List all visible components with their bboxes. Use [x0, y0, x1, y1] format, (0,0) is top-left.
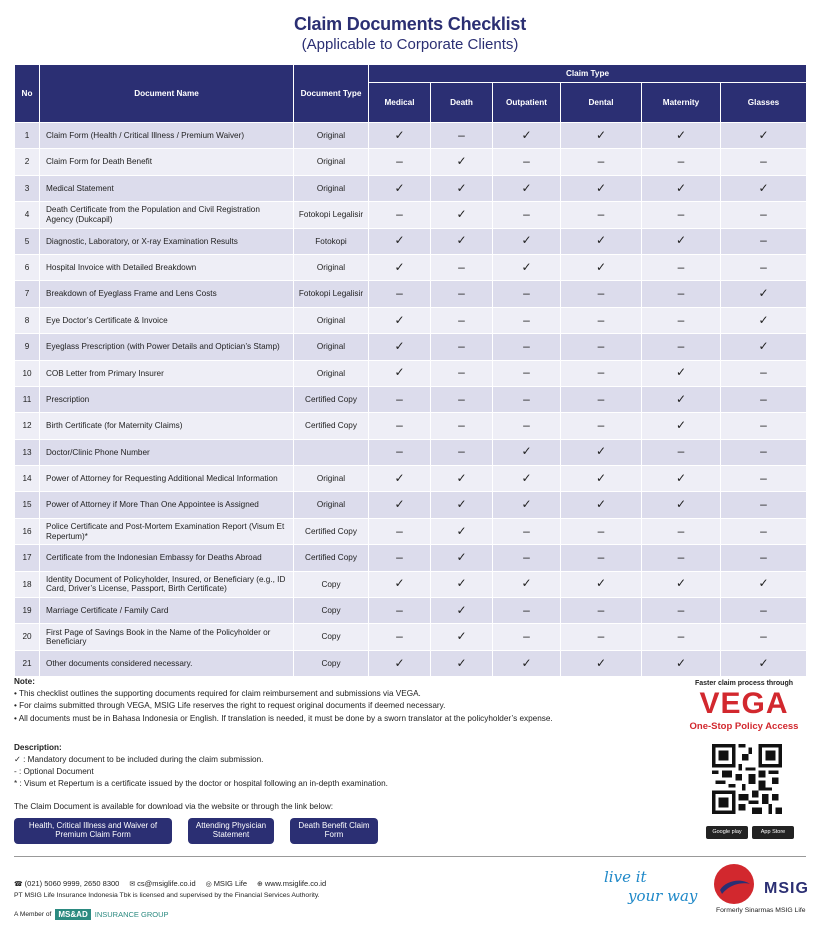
header-death: Death	[431, 83, 493, 123]
email-icon: ✉	[129, 881, 138, 888]
document-name: Eyeglass Prescription (with Power Details and Optician’s Stamp)	[40, 334, 294, 360]
row-number: 16	[15, 518, 40, 544]
death-mark: ✓	[431, 624, 493, 650]
description-item: * : Visum et Repertum is a certificate issued by the doctor or hospital following an in-depth examination.	[14, 779, 388, 788]
outpatient-mark: –	[493, 360, 561, 386]
document-name: Birth Certificate (for Maternity Claims)	[40, 413, 294, 439]
maternity-mark: –	[642, 518, 721, 544]
outpatient-mark: –	[493, 386, 561, 412]
dental-mark: –	[561, 624, 642, 650]
medical-mark: ✓	[369, 307, 431, 333]
document-name: Claim Form for Death Benefit	[40, 149, 294, 175]
glasses-mark: –	[721, 598, 807, 624]
email-contact[interactable]	[129, 879, 195, 888]
death-mark: ✓	[431, 545, 493, 571]
medical-mark: –	[369, 598, 431, 624]
outpatient-mark: ✓	[493, 175, 561, 201]
glasses-mark: ✓	[721, 650, 807, 676]
vega-logo	[676, 689, 812, 719]
maternity-mark: ✓	[642, 360, 721, 386]
maternity-mark: –	[642, 334, 721, 360]
medical-mark: –	[369, 202, 431, 228]
row-number: 10	[15, 360, 40, 386]
medical-mark: –	[369, 413, 431, 439]
maternity-mark: ✓	[642, 123, 721, 149]
death-mark: –	[431, 123, 493, 149]
glasses-mark: –	[721, 466, 807, 492]
outpatient-mark: ✓	[493, 254, 561, 280]
note-item: • This checklist outlines the supporting documents required for claim reimbursement and submissions via VEGA.	[14, 689, 421, 699]
row-number: 18	[15, 571, 40, 597]
row-number: 20	[15, 624, 40, 650]
note-item: • All documents must be in Bahasa Indonesia or English. If translation is needed, it must be done by a sworn translator at the policyholder’s expense.	[14, 713, 553, 723]
medical-mark: –	[369, 545, 431, 571]
glasses-mark: –	[721, 492, 807, 518]
glasses-mark: ✓	[721, 307, 807, 333]
row-number: 12	[15, 413, 40, 439]
checklist-table	[14, 64, 807, 677]
death-mark: –	[431, 334, 493, 360]
outpatient-mark: –	[493, 518, 561, 544]
social-text: MSIG Life	[213, 879, 248, 888]
maternity-mark: ✓	[642, 466, 721, 492]
glasses-mark: –	[721, 360, 807, 386]
header-medical: Medical	[369, 83, 431, 123]
maternity-mark: –	[642, 624, 721, 650]
outpatient-mark: –	[493, 598, 561, 624]
document-name: Diagnostic, Laboratory, or X-ray Examination Results	[40, 228, 294, 254]
medical-mark: ✓	[369, 492, 431, 518]
death-mark: –	[431, 254, 493, 280]
document-type: Original	[294, 334, 369, 360]
dental-mark: –	[561, 386, 642, 412]
member-prefix: A Member of	[14, 911, 52, 918]
document-type: Original	[294, 492, 369, 518]
web-text: www.msiglife.co.id	[264, 879, 327, 888]
glasses-mark: ✓	[721, 281, 807, 307]
maternity-mark: –	[642, 149, 721, 175]
medical-mark: –	[369, 386, 431, 412]
vega-promo	[676, 680, 812, 732]
glasses-mark: –	[721, 149, 807, 175]
page-title: Claim Documents Checklist	[293, 14, 527, 34]
maternity-mark: ✓	[642, 492, 721, 518]
death-mark: ✓	[431, 228, 493, 254]
note-item: • For claims submitted through VEGA, MSIG Life reserves the right to request original documents if deemed necessary.	[14, 701, 446, 711]
maternity-mark: –	[642, 545, 721, 571]
header-document-name: Document Name	[40, 65, 294, 123]
outpatient-mark: ✓	[493, 492, 561, 518]
dental-mark: ✓	[561, 650, 642, 676]
document-type	[294, 439, 369, 465]
death-benefit-form-button[interactable]: Death Benefit Claim Form	[290, 818, 378, 844]
row-number: 4	[15, 202, 40, 228]
death-mark: –	[431, 307, 493, 333]
document-name: Claim Form (Health / Critical Illness / Premium Waiver)	[40, 123, 294, 149]
row-number: 1	[15, 123, 40, 149]
death-mark: ✓	[431, 202, 493, 228]
globe-icon: ⊕	[257, 881, 265, 888]
description-item: ✓ : Mandatory document to be included during the claim submission.	[14, 755, 264, 764]
description-item: - : Optional Document	[14, 767, 94, 776]
dental-mark: ✓	[561, 228, 642, 254]
row-number: 8	[15, 307, 40, 333]
table-row	[15, 334, 807, 360]
table-row	[15, 518, 807, 544]
maternity-mark: –	[642, 307, 721, 333]
glasses-mark: ✓	[721, 175, 807, 201]
msad-logo: MS&AD	[55, 909, 90, 920]
outpatient-mark: ✓	[493, 123, 561, 149]
glasses-mark: –	[721, 413, 807, 439]
death-mark: ✓	[431, 466, 493, 492]
death-mark: ✓	[431, 598, 493, 624]
row-number: 14	[15, 466, 40, 492]
row-number: 3	[15, 175, 40, 201]
outpatient-mark: –	[493, 334, 561, 360]
phone-icon: ☎	[14, 881, 25, 888]
dental-mark: –	[561, 413, 642, 439]
dental-mark: ✓	[561, 439, 642, 465]
medical-mark: ✓	[369, 254, 431, 280]
outpatient-mark: ✓	[493, 650, 561, 676]
table-row	[15, 228, 807, 254]
document-type: Fotokopi Legalisir	[294, 202, 369, 228]
row-number: 7	[15, 281, 40, 307]
medical-mark: –	[369, 518, 431, 544]
dental-mark: ✓	[561, 254, 642, 280]
social-contact[interactable]	[206, 879, 247, 888]
footer-divider	[14, 856, 806, 857]
document-name: Power of Attorney if More Than One Appointee is Assigned	[40, 492, 294, 518]
document-type: Original	[294, 254, 369, 280]
document-type: Certified Copy	[294, 413, 369, 439]
table-row	[15, 413, 807, 439]
maternity-mark: ✓	[642, 413, 721, 439]
document-type: Copy	[294, 624, 369, 650]
phone-text: (021) 5060 9999, 2650 8300	[24, 879, 120, 888]
death-mark: ✓	[431, 650, 493, 676]
glasses-mark: –	[721, 545, 807, 571]
table-row	[15, 650, 807, 676]
outpatient-mark: –	[493, 202, 561, 228]
msad-group-text: INSURANCE GROUP	[94, 910, 169, 919]
row-number: 9	[15, 334, 40, 360]
document-type: Copy	[294, 598, 369, 624]
header-glasses: Glasses	[721, 83, 807, 123]
vega-logo-text: VEGA	[699, 687, 789, 720]
document-name: Identity Document of Policyholder, Insured, or Beneficiary (e.g., ID Card, Driver’s License, Passport, Birth Certificate)	[40, 571, 294, 597]
medical-mark: –	[369, 624, 431, 650]
document-name: Police Certificate and Post-Mortem Examination Report (Visum Et Repertum)*	[40, 518, 294, 544]
glasses-mark: ✓	[721, 123, 807, 149]
legal-text: PT MSIG Life Insurance Indonesia Tbk is licensed and supervised by the Financial Services Authority.	[14, 892, 320, 899]
dental-mark: ✓	[561, 492, 642, 518]
download-note: The Claim Document is available for download via the website or through the link below:	[14, 802, 334, 811]
attending-physician-button[interactable]: Attending Physician Statement	[188, 818, 274, 844]
document-type: Certified Copy	[294, 545, 369, 571]
table-row	[15, 624, 807, 650]
document-name: Marriage Certificate / Family Card	[40, 598, 294, 624]
document-name: Breakdown of Eyeglass Frame and Lens Costs	[40, 281, 294, 307]
header-outpatient: Outpatient	[493, 83, 561, 123]
document-name: Hospital Invoice with Detailed Breakdown	[40, 254, 294, 280]
maternity-mark: –	[642, 598, 721, 624]
document-type: Certified Copy	[294, 518, 369, 544]
table-row	[15, 360, 807, 386]
medical-mark: ✓	[369, 228, 431, 254]
death-mark: ✓	[431, 492, 493, 518]
medical-mark: ✓	[369, 466, 431, 492]
row-number: 19	[15, 598, 40, 624]
table-row	[15, 492, 807, 518]
header-maternity: Maternity	[642, 83, 721, 123]
tagline-line-1: live it	[604, 868, 647, 886]
row-number: 13	[15, 439, 40, 465]
row-number: 6	[15, 254, 40, 280]
notes-heading: Note:	[14, 677, 35, 686]
medical-mark: ✓	[369, 360, 431, 386]
death-mark: ✓	[431, 175, 493, 201]
document-name: Certificate from the Indonesian Embassy for Deaths Abroad	[40, 545, 294, 571]
header-no: No	[15, 65, 40, 123]
qr-code-icon[interactable]	[712, 744, 782, 814]
dental-mark: –	[561, 360, 642, 386]
maternity-mark: –	[642, 202, 721, 228]
outpatient-mark: –	[493, 307, 561, 333]
document-type: Certified Copy	[294, 386, 369, 412]
tagline-line-2: your way	[628, 887, 698, 905]
health-claim-form-button[interactable]: Health, Critical Illness and Waiver of Premium Claim Form	[14, 818, 172, 844]
document-type: Original	[294, 175, 369, 201]
death-mark: –	[431, 281, 493, 307]
maternity-mark: ✓	[642, 571, 721, 597]
outpatient-mark: –	[493, 545, 561, 571]
dental-mark: –	[561, 518, 642, 544]
glasses-mark: –	[721, 518, 807, 544]
table-row	[15, 545, 807, 571]
death-mark: ✓	[431, 149, 493, 175]
page-subtitle: (Applicable to Corporate Clients)	[301, 36, 519, 53]
dental-mark: –	[561, 545, 642, 571]
header-document-type: Document Type	[294, 65, 369, 123]
death-mark: –	[431, 386, 493, 412]
email-text: cs@msiglife.co.id	[137, 879, 196, 888]
google-play-badge[interactable]: Google play	[706, 826, 748, 839]
document-name: Eye Doctor’s Certificate & Invoice	[40, 307, 294, 333]
document-name: COB Letter from Primary Insurer	[40, 360, 294, 386]
table-row	[15, 123, 807, 149]
row-number: 2	[15, 149, 40, 175]
dental-mark: –	[561, 281, 642, 307]
dental-mark: ✓	[561, 175, 642, 201]
table-row	[15, 386, 807, 412]
document-type: Fotokopi Legalisir	[294, 281, 369, 307]
medical-mark: ✓	[369, 175, 431, 201]
medical-mark: ✓	[369, 334, 431, 360]
death-mark: ✓	[431, 571, 493, 597]
dental-mark: –	[561, 307, 642, 333]
document-name: Power of Attorney for Requesting Additional Medical Information	[40, 466, 294, 492]
header-claim-type: Claim Type	[369, 65, 807, 83]
document-name: Death Certificate from the Population and Civil Registration Agency (Dukcapil)	[40, 202, 294, 228]
vega-faster-text: Faster claim process through	[694, 680, 794, 687]
member-info	[14, 909, 169, 920]
outpatient-mark: –	[493, 149, 561, 175]
maternity-mark: –	[642, 439, 721, 465]
outpatient-mark: ✓	[493, 571, 561, 597]
document-type: Original	[294, 123, 369, 149]
glasses-mark: –	[721, 202, 807, 228]
table-row	[15, 202, 807, 228]
document-name: Prescription	[40, 386, 294, 412]
row-number: 21	[15, 650, 40, 676]
document-name: Medical Statement	[40, 175, 294, 201]
table-row	[15, 466, 807, 492]
maternity-mark: ✓	[642, 650, 721, 676]
table-row	[15, 598, 807, 624]
table-row	[15, 281, 807, 307]
outpatient-mark: ✓	[493, 439, 561, 465]
medical-mark: ✓	[369, 650, 431, 676]
row-number: 15	[15, 492, 40, 518]
vega-tagline: One-Stop Policy Access	[689, 721, 799, 732]
dental-mark: ✓	[561, 466, 642, 492]
table-row	[15, 307, 807, 333]
document-type: Original	[294, 307, 369, 333]
outpatient-mark: ✓	[493, 466, 561, 492]
outpatient-mark: –	[493, 413, 561, 439]
dental-mark: ✓	[561, 123, 642, 149]
row-number: 17	[15, 545, 40, 571]
medical-mark: –	[369, 149, 431, 175]
dental-mark: –	[561, 202, 642, 228]
row-number: 5	[15, 228, 40, 254]
document-type: Copy	[294, 571, 369, 597]
outpatient-mark: ✓	[493, 228, 561, 254]
medical-mark: ✓	[369, 123, 431, 149]
maternity-mark: ✓	[642, 386, 721, 412]
document-name: Doctor/Clinic Phone Number	[40, 439, 294, 465]
table-row	[15, 149, 807, 175]
table-row	[15, 439, 807, 465]
dental-mark: ✓	[561, 571, 642, 597]
contact-info	[14, 879, 326, 888]
document-type: Original	[294, 149, 369, 175]
glasses-mark: ✓	[721, 571, 807, 597]
glasses-mark: –	[721, 386, 807, 412]
outpatient-mark: –	[493, 624, 561, 650]
dental-mark: –	[561, 149, 642, 175]
app-store-badge[interactable]: App Store	[752, 826, 794, 839]
glasses-mark: –	[721, 228, 807, 254]
msig-emblem-icon	[712, 862, 756, 906]
document-name: Other documents considered necessary.	[40, 650, 294, 676]
msig-wordmark: MSIG	[764, 880, 809, 897]
death-mark: –	[431, 439, 493, 465]
maternity-mark: –	[642, 281, 721, 307]
glasses-mark: –	[721, 254, 807, 280]
table-row	[15, 571, 807, 597]
glasses-mark: ✓	[721, 334, 807, 360]
medical-mark: ✓	[369, 571, 431, 597]
document-type: Original	[294, 466, 369, 492]
formerly-text: Formerly Sinarmas MSIG Life	[716, 907, 806, 914]
header-dental: Dental	[561, 83, 642, 123]
row-number: 11	[15, 386, 40, 412]
document-type: Fotokopi	[294, 228, 369, 254]
web-contact[interactable]	[257, 879, 326, 888]
table-row	[15, 254, 807, 280]
phone-contact[interactable]	[14, 879, 119, 888]
maternity-mark: ✓	[642, 175, 721, 201]
document-type: Original	[294, 360, 369, 386]
notes-section	[14, 676, 674, 725]
checklist-body	[15, 123, 807, 677]
death-mark: ✓	[431, 518, 493, 544]
death-mark: –	[431, 413, 493, 439]
dental-mark: –	[561, 334, 642, 360]
death-mark: –	[431, 360, 493, 386]
description-section	[14, 742, 514, 790]
medical-mark: –	[369, 281, 431, 307]
outpatient-mark: –	[493, 281, 561, 307]
description-heading: Description:	[14, 743, 62, 752]
document-name: First Page of Savings Book in the Name of the Policyholder or Beneficiary	[40, 624, 294, 650]
dental-mark: –	[561, 598, 642, 624]
social-icon: ◎	[205, 881, 214, 888]
maternity-mark: –	[642, 254, 721, 280]
medical-mark: –	[369, 439, 431, 465]
glasses-mark: –	[721, 439, 807, 465]
maternity-mark: ✓	[642, 228, 721, 254]
table-row	[15, 175, 807, 201]
document-type: Copy	[294, 650, 369, 676]
glasses-mark: –	[721, 624, 807, 650]
